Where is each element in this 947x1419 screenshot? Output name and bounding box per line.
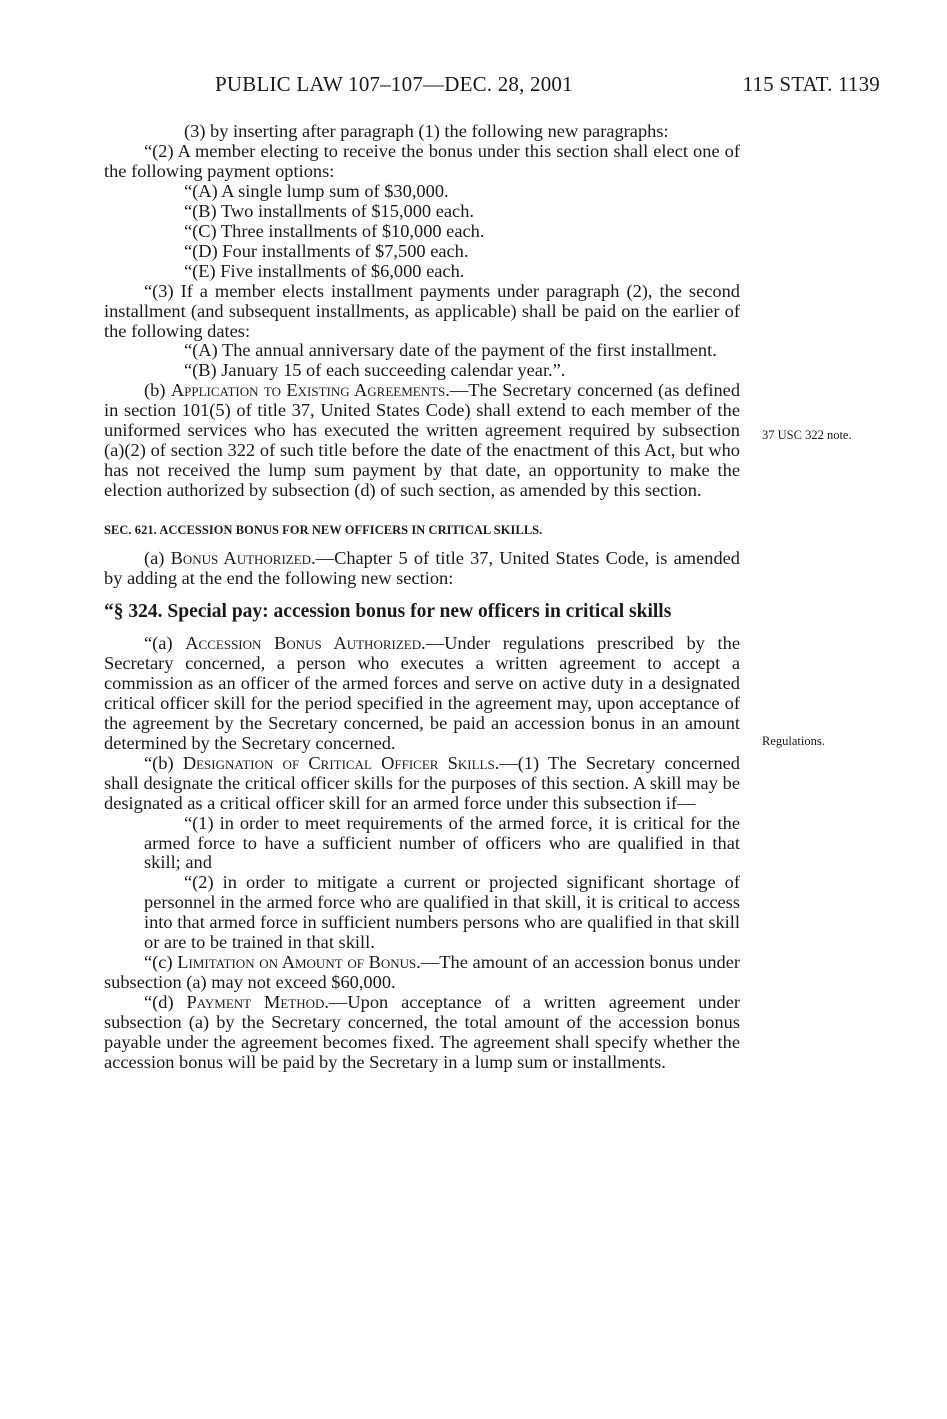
statute-page-number: 115 STAT. 1139 [742, 72, 880, 96]
option-c: “(C) Three installments of $10,000 each. [184, 220, 485, 241]
public-law-citation: PUBLIC LAW 107–107—DEC. 28, 2001 [215, 72, 573, 96]
section-324-c: “(c) Limitation on Amount of Bonus.—The amount of an accession bonus under subsection (a) may not exceed $60,000. [104, 952, 741, 993]
section-324-heading: “§ 324. Special pay: accession bonus for new officers in critical skills [104, 600, 672, 622]
new-paragraph-3: “(3) If a member elects installment payments under paragraph (2), the second installment (and subsequent installments, as applicable) shall be paid on the earlier of the following dates: [104, 280, 740, 341]
section-621-subsection-a: (a) Bonus Authorized.—Chapter 5 of title 37, United States Code, is amended by adding at the end the following new section: [104, 548, 740, 589]
section-324-d-heading: Payment Method. [186, 992, 329, 1013]
margin-note-usc: 37 USC 322 note. [762, 428, 852, 442]
section-324-c-heading: Limitation on Amount of Bonus. [177, 952, 421, 973]
paragraph-3-a: “(A) The annual anniversary date of the payment of the first installment. [184, 340, 717, 361]
section-324-a-heading: Accession Bonus Authorized. [185, 632, 426, 653]
option-b: “(B) Two installments of $15,000 each. [184, 200, 475, 221]
section-324-d: “(d) Payment Method.—Upon acceptance of a written agreement under subsection (a) by the Secretary concerned, the total amount of the accession bonus payable under the agreement becomes fixed. The agreement shall specify whether the accession bonus will be paid by the Secretary in a lump sum or installments. [104, 992, 741, 1072]
new-paragraph-2: “(2) A member electing to receive the bonus under this section shall elect one of the following payment options: [104, 140, 740, 181]
option-e: “(E) Five installments of $6,000 each. [184, 260, 465, 281]
section-324-b-heading: Designation of Critical Officer Skills. [182, 752, 500, 773]
subsection-b-heading: Application to Existing Agreements. [170, 380, 450, 401]
document-body [104, 122, 740, 1073]
section-324-b-2: “(2) in order to mitigate a current or projected significant shortage of personnel in the armed force who are qualified in that skill, it is critical to access into that armed force in sufficient numbers persons who are qualified in that skill or are to be trained in that skill. [144, 872, 740, 953]
margin-note-regulations: Regulations. [762, 734, 825, 748]
paragraph-3-b: “(B) January 15 of each succeeding calendar year.”. [184, 360, 566, 381]
subsection-a-heading: Bonus Authorized. [170, 548, 316, 569]
section-324-b-1: “(1) in order to meet requirements of the armed force, it is critical for the armed force to have a sufficient number of officers who are qualified in that skill; and [144, 812, 740, 873]
section-621-heading: SEC. 621. ACCESSION BONUS FOR NEW OFFICERS IN CRITICAL SKILLS. [104, 523, 543, 538]
page-header [215, 72, 880, 102]
amendment-paragraph-3: (3) by inserting after paragraph (1) the following new paragraphs: [184, 121, 669, 141]
section-324-a: “(a) Accession Bonus Authorized.—Under regulations prescribed by the Secretary concerned, a person who executes a written agreement to accept a commission as an officer of the armed forces and serve on active duty in a designated critical officer skill for the period specified in the agreement may, upon acceptance of the agreement by the Secretary concerned, be paid an accession bonus in an amount determined by the Secretary concerned. [104, 632, 740, 753]
option-d: “(D) Four installments of $7,500 each. [184, 240, 469, 261]
section-324-b: “(b) Designation of Critical Officer Skills.—(1) The Secretary concerned shall designate the critical officer skills for the purposes of this section. A skill may be designated as a critical officer skill for an armed force under this subsection if— [104, 752, 741, 813]
subsection-b: (b) Application to Existing Agreements.—The Secretary concerned (as defined in section 101(5) of title 37, United States Code) shall extend to each member of the uniformed services who has executed the written agreement required by subsection (a)(2) of section 322 of such title before the date of the enactment of this Act, but who has not received the lump sum payment by that date, an opportunity to make the election authorized by subsection (d) of such section, as amended by this section. [104, 380, 741, 501]
option-a: “(A) A single lump sum of $30,000. [184, 180, 449, 201]
